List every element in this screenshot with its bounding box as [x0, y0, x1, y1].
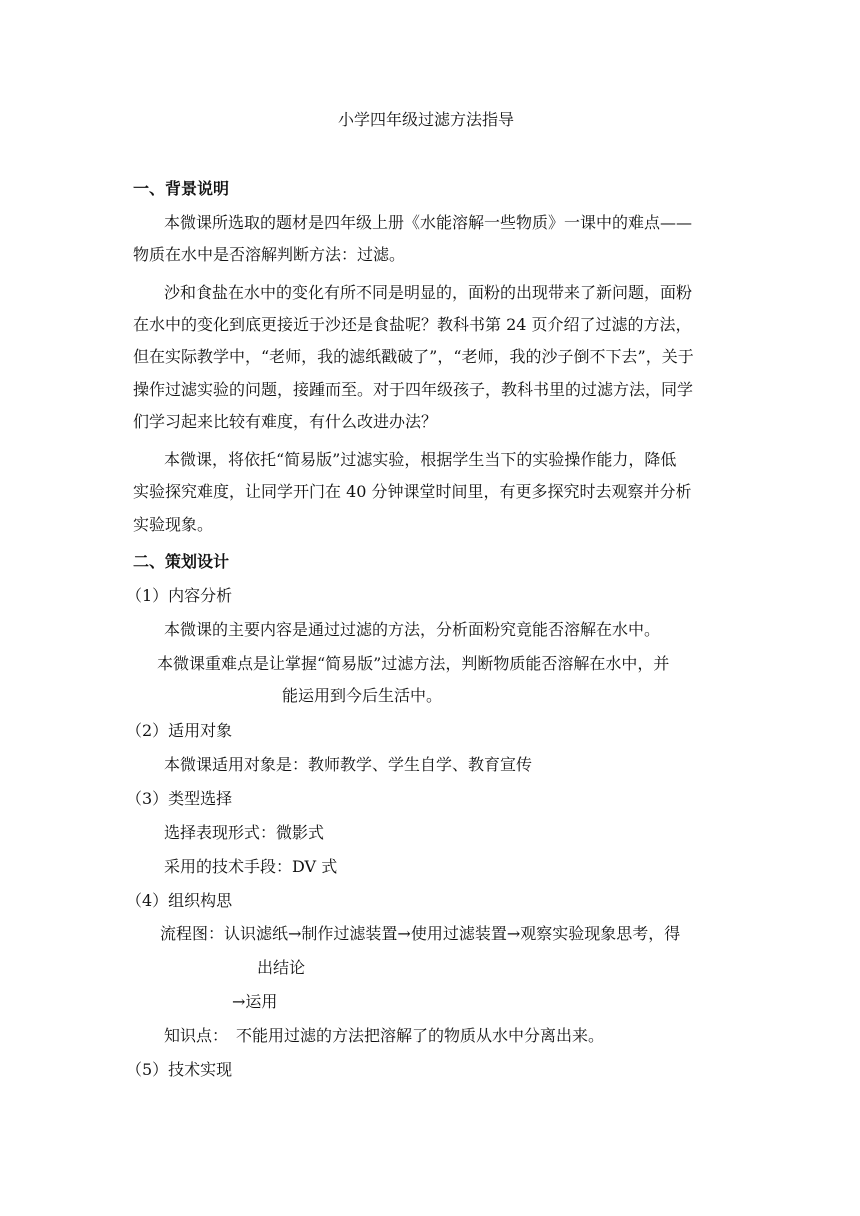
paragraph-line: 本微课，将依托“简易版”过滤实验，根据学生当下的实验操作能力，降低 — [164, 450, 677, 469]
paragraph-line: 沙和食盐在水中的变化有所不同是明显的，面粉的出现带来了新问题，面粉 — [164, 283, 693, 302]
flowchart-line: 出结论 — [257, 958, 306, 977]
paragraph-line: 物质在水中是否溶解判断方法：过滤。 — [133, 245, 406, 264]
item-line: 能运用到今后生活中。 — [282, 686, 443, 705]
item-line: 本微课重难点是让掌握“简易版”过滤方法，判断物质能否溶解在水中，并 — [157, 654, 670, 673]
item-label: （1）内容分析 — [126, 586, 233, 605]
item-label: （2）适用对象 — [126, 721, 233, 740]
paragraph-line: 实验探究难度，让同学开门在 40 分钟课堂时间里，有更多探究时去观察并分析 — [133, 482, 692, 501]
flowchart-line: →运用 — [232, 992, 278, 1011]
item-label: （3）类型选择 — [126, 789, 233, 808]
item-line: 采用的技术手段：DV 式 — [164, 857, 338, 876]
section-heading-background: 一、背景说明 — [133, 179, 230, 198]
item-label: （5）技术实现 — [126, 1060, 233, 1079]
paragraph-line: 操作过滤实验的问题，接踵而至。对于四年级孩子，教科书里的过滤方法，同学 — [133, 380, 694, 399]
item-line: 选择表现形式：微影式 — [164, 823, 325, 842]
section-heading-design: 二、策划设计 — [133, 552, 230, 571]
knowledge-point-line: 知识点： 不能用过滤的方法把溶解了的物质从水中分离出来。 — [164, 1026, 605, 1045]
item-line: 本微课适用对象是：教师教学、学生自学、教育宣传 — [164, 755, 533, 774]
page-title: 小学四年级过滤方法指导 — [338, 110, 515, 129]
item-line: 本微课的主要内容是通过过滤的方法，分析面粉究竟能否溶解在水中。 — [164, 620, 661, 639]
paragraph-line: 但在实际教学中，“老师，我的滤纸戳破了”，“老师，我的沙子倒不下去”，关于 — [133, 347, 694, 366]
item-label: （4）组织构思 — [126, 891, 233, 910]
paragraph-line: 们学习起来比较有难度，有什么改进办法？ — [133, 412, 438, 431]
paragraph-line: 在水中的变化到底更接近于沙还是食盐呢？教科书第 24 页介绍了过滤的方法， — [133, 315, 692, 334]
flowchart-line: 流程图：认识滤纸→制作过滤装置→使用过滤装置→观察实验现象思考，得 — [160, 924, 681, 943]
paragraph-line: 实验现象。 — [133, 515, 214, 534]
paragraph-line: 本微课所选取的题材是四年级上册《水能溶解一些物质》一课中的难点—— — [164, 213, 693, 232]
